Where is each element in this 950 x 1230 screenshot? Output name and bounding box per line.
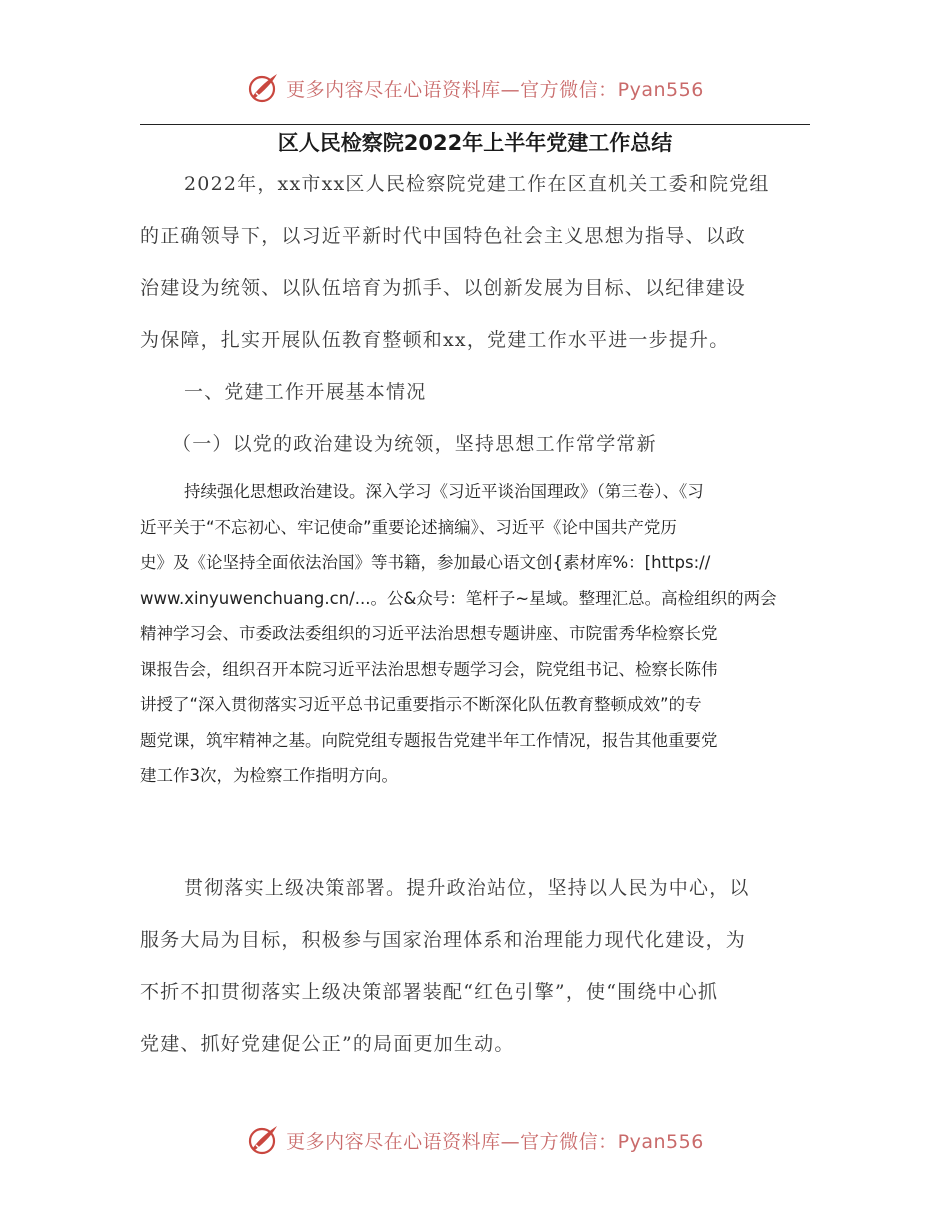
paragraph-line: 题党课，筑牢精神之基。向院党组专题报告党建半年工作情况，报告其他重要党 bbox=[140, 730, 718, 750]
paragraph-ideology bbox=[140, 474, 810, 794]
intro-line: 为保障，扎实开展队伍教育整顿和xx，党建工作水平进一步提升。 bbox=[140, 329, 730, 351]
header-banner bbox=[0, 68, 950, 108]
paragraph-line: 建工作3次，为检察工作指明方向。 bbox=[140, 766, 398, 785]
subsection-heading bbox=[140, 418, 810, 470]
banner-text: 更多内容尽在心语资料库—官方微信：Pyan556 bbox=[286, 78, 704, 101]
red-quill-logo-icon bbox=[246, 1123, 280, 1157]
header-rule bbox=[140, 124, 810, 125]
subsection-heading-text: （一）以党的政治建设为统领，坚持思想工作常学常新 bbox=[172, 433, 657, 455]
red-quill-logo-icon bbox=[246, 71, 280, 105]
section-heading bbox=[140, 366, 810, 418]
paragraph-line: 讲授了“深入贯彻落实习近平总书记重要指示不断深化队伍教育整顿成效”的专 bbox=[140, 695, 702, 714]
document-title: 区人民检察院2022年上半年党建工作总结 bbox=[277, 131, 673, 155]
intro-line: 2022年，xx市xx区人民检察院党建工作在区直机关工委和院党组 bbox=[184, 173, 770, 195]
intro-paragraph bbox=[140, 158, 810, 366]
paragraph-line: 近平关于“不忘初心、牢记使命”重要论述摘编》、习近平《论中国共产党历 bbox=[140, 517, 677, 537]
paragraph-line: www.xinyuwenchuang.cn/...。公&众号：笔杆子~星域。整理汇总。高检组织的两会 bbox=[140, 588, 777, 608]
paragraph-line: 不折不扣贯彻落实上级决策部署装配“红色引擎”，使“围绕中心抓 bbox=[140, 981, 719, 1003]
banner-text: 更多内容尽在心语资料库—官方微信：Pyan556 bbox=[286, 1130, 704, 1153]
paragraph-deployment bbox=[140, 862, 810, 1070]
paragraph-line: 持续强化思想政治建设。深入学习《习近平谈治国理政》（第三卷）、《习 bbox=[184, 482, 704, 501]
paragraph-line: 课报告会，组织召开本院习近平法治思想专题学习会，院党组书记、检察长陈伟 bbox=[140, 659, 718, 679]
paragraph-line: 党建、抓好党建促公正”的局面更加生动。 bbox=[140, 1033, 515, 1055]
paragraph-line: 贯彻落实上级决策部署。提升政治站位，坚持以人民为中心，以 bbox=[184, 877, 750, 899]
footer-banner bbox=[0, 1120, 950, 1160]
paragraph-line: 精神学习会、市委政法委组织的习近平法治思想专题讲座、市院雷秀华检察长党 bbox=[140, 624, 718, 643]
intro-line: 治建设为统领、以队伍培育为抓手、以创新发展为目标、以纪律建设 bbox=[140, 277, 747, 299]
paragraph-line: 服务大局为目标，积极参与国家治理体系和治理能力现代化建设，为 bbox=[140, 929, 747, 951]
intro-line: 的正确领导下，以习近平新时代中国特色社会主义思想为指导、以政 bbox=[140, 225, 747, 247]
paragraph-line: 史》及《论坚持全面依法治国》等书籍，参加最心语文创{素材库%：[https:// bbox=[140, 553, 711, 572]
section-heading-text: 一、党建工作开展基本情况 bbox=[184, 381, 427, 403]
